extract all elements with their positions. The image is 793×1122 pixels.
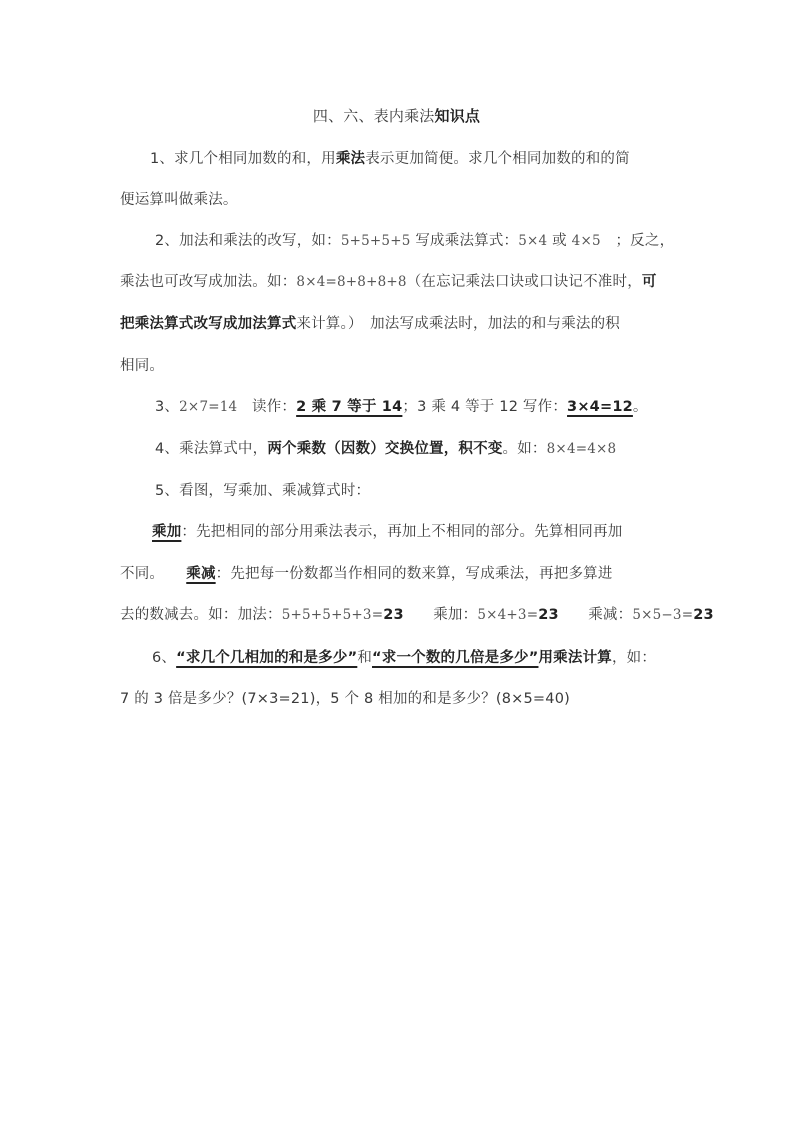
underlined-reading: 2 乘 7 等于 14 bbox=[296, 399, 403, 415]
text: 便运算叫做乘法。 bbox=[120, 192, 238, 208]
text: ，如： bbox=[611, 650, 657, 666]
text: 或 bbox=[547, 233, 572, 249]
paragraph-2-line-3 bbox=[120, 314, 620, 334]
text: 7 的 3 倍是多少？(7×3=21)，5 个 8 相加的和是多少？(8×5=40) bbox=[120, 691, 570, 707]
text: 乘减： bbox=[558, 607, 633, 623]
formula: 2×7=14 bbox=[179, 399, 238, 415]
underlined-question-2: “求一个数的几倍是多少” bbox=[372, 650, 539, 666]
formula: 5×5−3= bbox=[632, 607, 694, 623]
text: 乘法也可改写成加法。如： bbox=[120, 274, 297, 290]
paragraph-5-detail-line-1 bbox=[152, 522, 622, 542]
text: 读作： bbox=[237, 399, 297, 415]
paragraph-5 bbox=[155, 481, 370, 501]
text: 写成乘法算式： bbox=[410, 233, 519, 249]
paragraph-1-line-1 bbox=[150, 149, 630, 169]
text: ；3 乘 4 等于 12 写作： bbox=[402, 399, 568, 415]
result: 23 bbox=[538, 607, 559, 623]
paragraph-5-detail-line-3 bbox=[120, 605, 714, 625]
term-multiply-subtract: 乘减 bbox=[186, 566, 216, 582]
paragraph-3 bbox=[155, 397, 648, 417]
result: 23 bbox=[383, 607, 404, 623]
text: 。如： bbox=[502, 441, 547, 457]
text: ；反之， bbox=[600, 233, 675, 249]
paragraph-2-line-4 bbox=[120, 356, 164, 376]
formula: 4×5 bbox=[571, 233, 601, 249]
underlined-formula: 3×4=12 bbox=[567, 399, 633, 415]
result: 23 bbox=[693, 607, 714, 623]
text: 相同。 bbox=[120, 358, 165, 374]
underlined-question-1: “求几个几相加的和是多少” bbox=[176, 650, 358, 666]
text: 和 bbox=[357, 650, 373, 666]
text: 1、求几个相同加数的和，用 bbox=[150, 151, 336, 167]
formula: 8×4=8+8+8+8 bbox=[296, 274, 407, 290]
text: 去的数减去。如：加法： bbox=[120, 607, 282, 623]
bold-text: 可 bbox=[641, 274, 657, 290]
text: 不同。 bbox=[120, 566, 187, 582]
bold-text: 用乘法计算 bbox=[538, 650, 612, 666]
paragraph-1-line-2 bbox=[120, 190, 238, 210]
paragraph-6-line-2 bbox=[120, 689, 570, 709]
term-multiply-add: 乘加 bbox=[152, 524, 182, 540]
text: 6、 bbox=[152, 650, 177, 666]
formula: 5×4 bbox=[518, 233, 548, 249]
title-plain: 四、六、表内乘法 bbox=[312, 107, 435, 125]
text: 乘加： bbox=[403, 607, 478, 623]
page-title bbox=[0, 106, 793, 126]
formula: 5×4+3= bbox=[477, 607, 539, 623]
paragraph-2-line-1 bbox=[155, 231, 674, 251]
text: （在忘记乘法口诀或口诀记不准时， bbox=[406, 274, 642, 290]
bold-rule: 两个乘数（因数）交换位置，积不变 bbox=[267, 441, 503, 457]
text: ：先把每一份数都当作相同的数来算，写成乘法，再把多算进 bbox=[215, 566, 613, 582]
text: 。 bbox=[632, 399, 648, 415]
text: 来计算。） 加法写成乘法时，加法的和与乘法的积 bbox=[296, 316, 621, 332]
paragraph-4 bbox=[155, 439, 616, 459]
text: ：先把相同的部分用乘法表示，再加上不相同的部分。先算相同再加 bbox=[181, 524, 623, 540]
text: 4、乘法算式中， bbox=[155, 441, 268, 457]
paragraph-5-detail-line-2 bbox=[120, 564, 613, 584]
paragraph-6-line-1 bbox=[152, 648, 656, 668]
title-bold: 知识点 bbox=[434, 107, 481, 125]
bold-text: 把乘法算式改写成加法算式 bbox=[120, 316, 297, 332]
text: 表示更加简便。求几个相同加数的和的简 bbox=[365, 151, 630, 167]
formula: 8×4=4×8 bbox=[546, 441, 617, 457]
paragraph-2-line-2 bbox=[120, 272, 657, 292]
text: 3、 bbox=[155, 399, 180, 415]
bold-term: 乘法 bbox=[335, 151, 366, 167]
formula: 5+5+5+5+3= bbox=[281, 607, 384, 623]
text: 5、看图，写乘加、乘减算式时： bbox=[155, 483, 371, 499]
text: 2、加法和乘法的改写，如： bbox=[155, 233, 341, 249]
formula: 5+5+5+5 bbox=[340, 233, 411, 249]
